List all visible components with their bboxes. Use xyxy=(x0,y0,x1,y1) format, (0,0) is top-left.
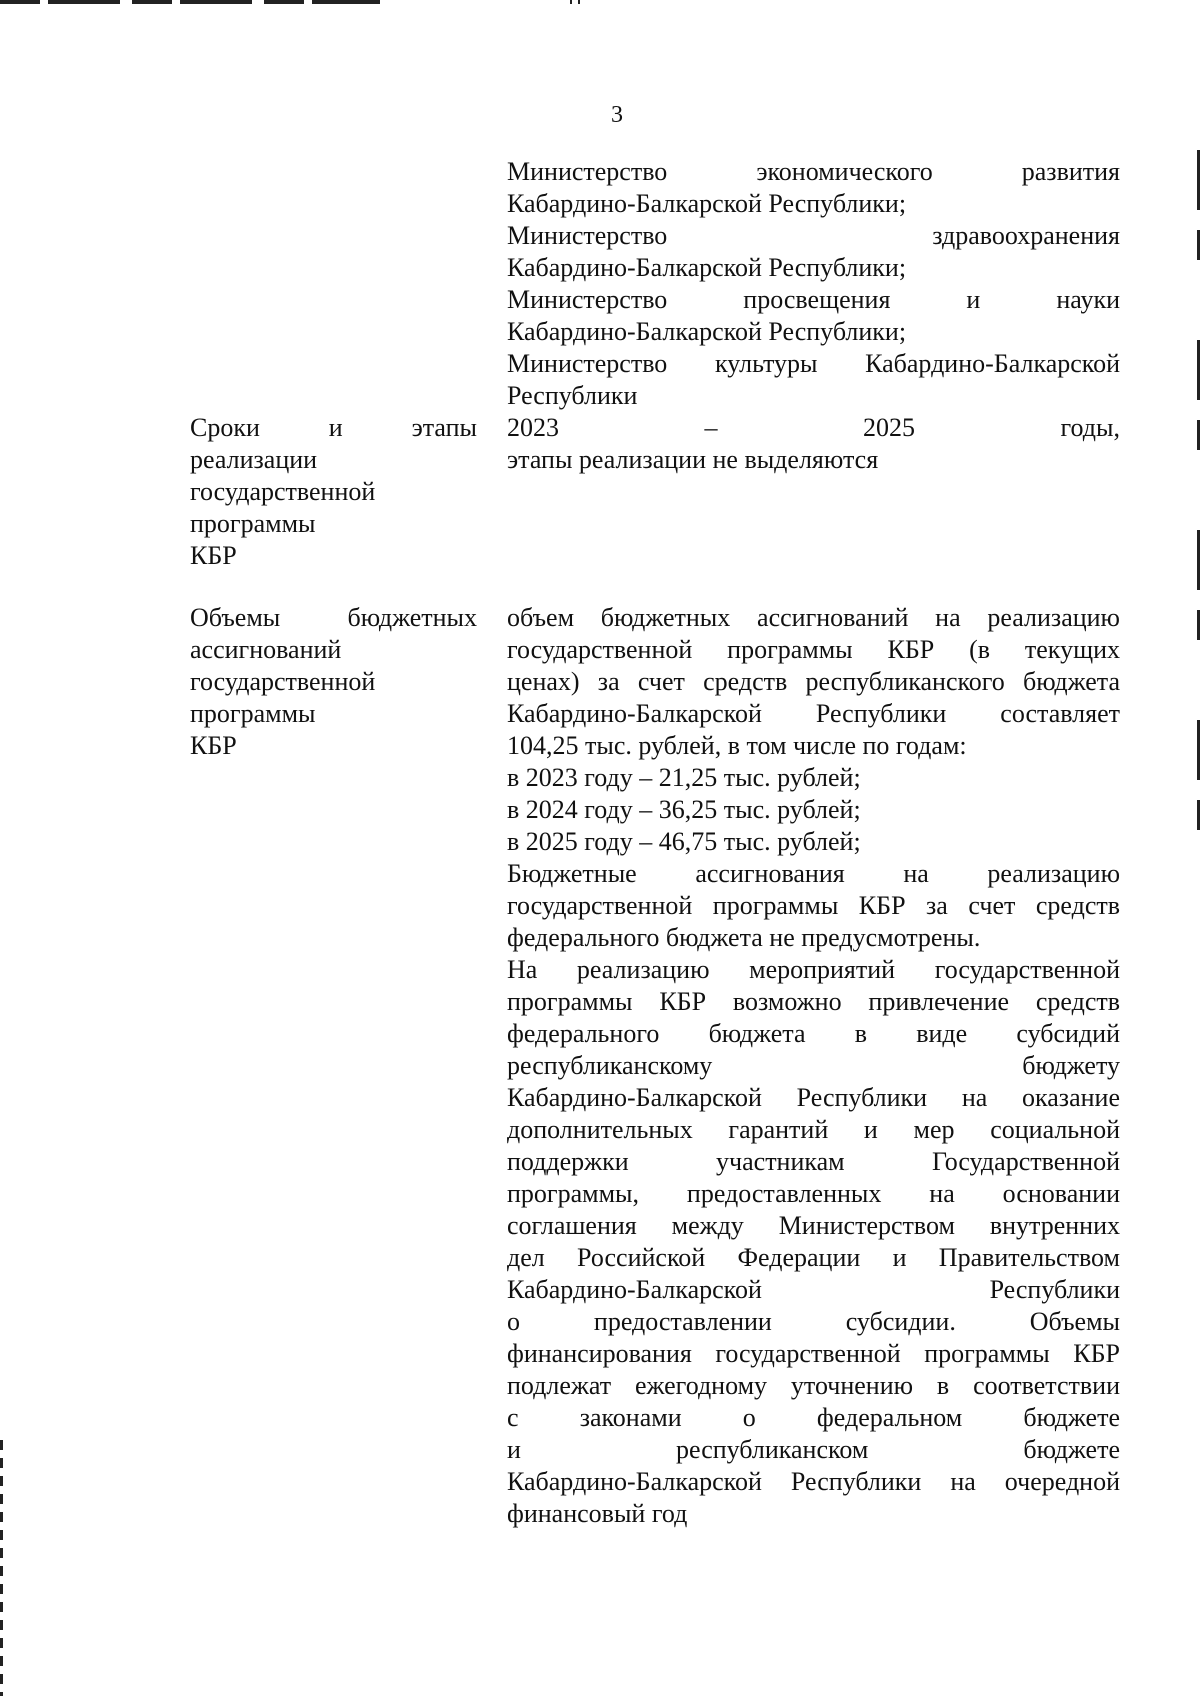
text-line: программы, предоставленных на основании xyxy=(507,1179,1120,1208)
text-line: Сроки и этапы xyxy=(190,413,477,442)
row-label xyxy=(190,602,477,762)
passport-row-terms xyxy=(190,412,1120,572)
text-line: Кабардино-Балкарской Республики; xyxy=(507,189,907,218)
text-line: дел Российской Федерации и Правительством xyxy=(507,1243,1120,1272)
text-line: финансирования государственной программы КБР xyxy=(507,1339,1120,1368)
row-value xyxy=(507,412,1120,476)
scan-artifact-top xyxy=(0,0,380,4)
row-value xyxy=(507,602,1120,1530)
text-line: Министерство просвещения и науки xyxy=(507,285,1120,314)
text-line: дополнительных гарантий и мер социальной xyxy=(507,1115,1120,1144)
text-line: федерального бюджета не предусмотрены. xyxy=(507,923,981,952)
text-line: объем бюджетных ассигнований на реализацию xyxy=(507,603,1120,632)
text-line: Министерство культуры Кабардино-Балкарской xyxy=(507,349,1120,378)
passport-row-responsible xyxy=(190,156,1120,412)
passport-row-budget xyxy=(190,602,1120,1530)
text-line: соглашения между Министерством внутренних xyxy=(507,1211,1120,1240)
text-line: федерального бюджета в виде субсидий xyxy=(507,1019,1120,1048)
text-line: Министерство экономического развития xyxy=(507,157,1120,186)
text-line: программы xyxy=(190,509,316,538)
text-line: и республиканском бюджете xyxy=(507,1435,1120,1464)
text-line: республиканскому бюджету xyxy=(507,1051,1120,1080)
text-line: Кабардино-Балкарской Республики составляет xyxy=(507,699,1120,728)
text-line: На реализацию мероприятий государственной xyxy=(507,955,1120,984)
text-line: Бюджетные ассигнования на реализацию xyxy=(507,859,1120,888)
page-number: 3 xyxy=(611,102,623,128)
text-line: КБР xyxy=(190,731,237,760)
text-line: с законами о федеральном бюджете xyxy=(507,1403,1120,1432)
text-line: в 2025 году – 46,75 тыс. рублей; xyxy=(507,827,861,856)
text-line: Министерство здравоохранения xyxy=(507,221,1120,250)
text-line: программы xyxy=(190,699,316,728)
text-line: Кабардино-Балкарской Республики; xyxy=(507,253,907,282)
text-line: государственной xyxy=(190,667,376,696)
program-passport-table xyxy=(190,156,1120,1530)
text-line: Республики xyxy=(507,381,638,410)
scan-artifact-left-edge xyxy=(0,1440,3,1696)
text-line: Кабардино-Балкарской Республики; xyxy=(507,317,907,346)
text-line: в 2023 году – 21,25 тыс. рублей; xyxy=(507,763,861,792)
text-line: КБР xyxy=(190,541,237,570)
text-line: программы КБР возможно привлечение средств xyxy=(507,987,1120,1016)
text-line: реализации xyxy=(190,445,318,474)
text-line: Кабардино-Балкарской Республики xyxy=(507,1275,1120,1304)
text-line: государственной программы КБР за счет средств xyxy=(507,891,1120,920)
text-line: Кабардино-Балкарской Республики на оказание xyxy=(507,1083,1120,1112)
text-line: финансовый год xyxy=(507,1499,688,1528)
text-line: ассигнований xyxy=(190,635,342,664)
text-line: в 2024 году – 36,25 тыс. рублей; xyxy=(507,795,861,824)
text-line: государственной xyxy=(190,477,376,506)
text-line: этапы реализации не выделяются xyxy=(507,445,879,474)
row-label xyxy=(190,412,477,572)
text-line: государственной программы КБР (в текущих xyxy=(507,635,1120,664)
text-line: Кабардино-Балкарской Республики на очередной xyxy=(507,1467,1120,1496)
text-line: ценах) за счет средств республиканского бюджета xyxy=(507,667,1120,696)
text-line: 2023 – 2025 годы, xyxy=(507,413,1120,442)
text-line: подлежат ежегодному уточнению в соответствии xyxy=(507,1371,1120,1400)
text-line: Объемы бюджетных xyxy=(190,603,477,632)
row-value xyxy=(507,156,1120,412)
scan-artifact-top-mark xyxy=(570,0,586,4)
text-line: о предоставлении субсидии. Объемы xyxy=(507,1307,1120,1336)
text-line: поддержки участникам Государственной xyxy=(507,1147,1120,1176)
text-line: 104,25 тыс. рублей, в том числе по годам: xyxy=(507,731,967,760)
